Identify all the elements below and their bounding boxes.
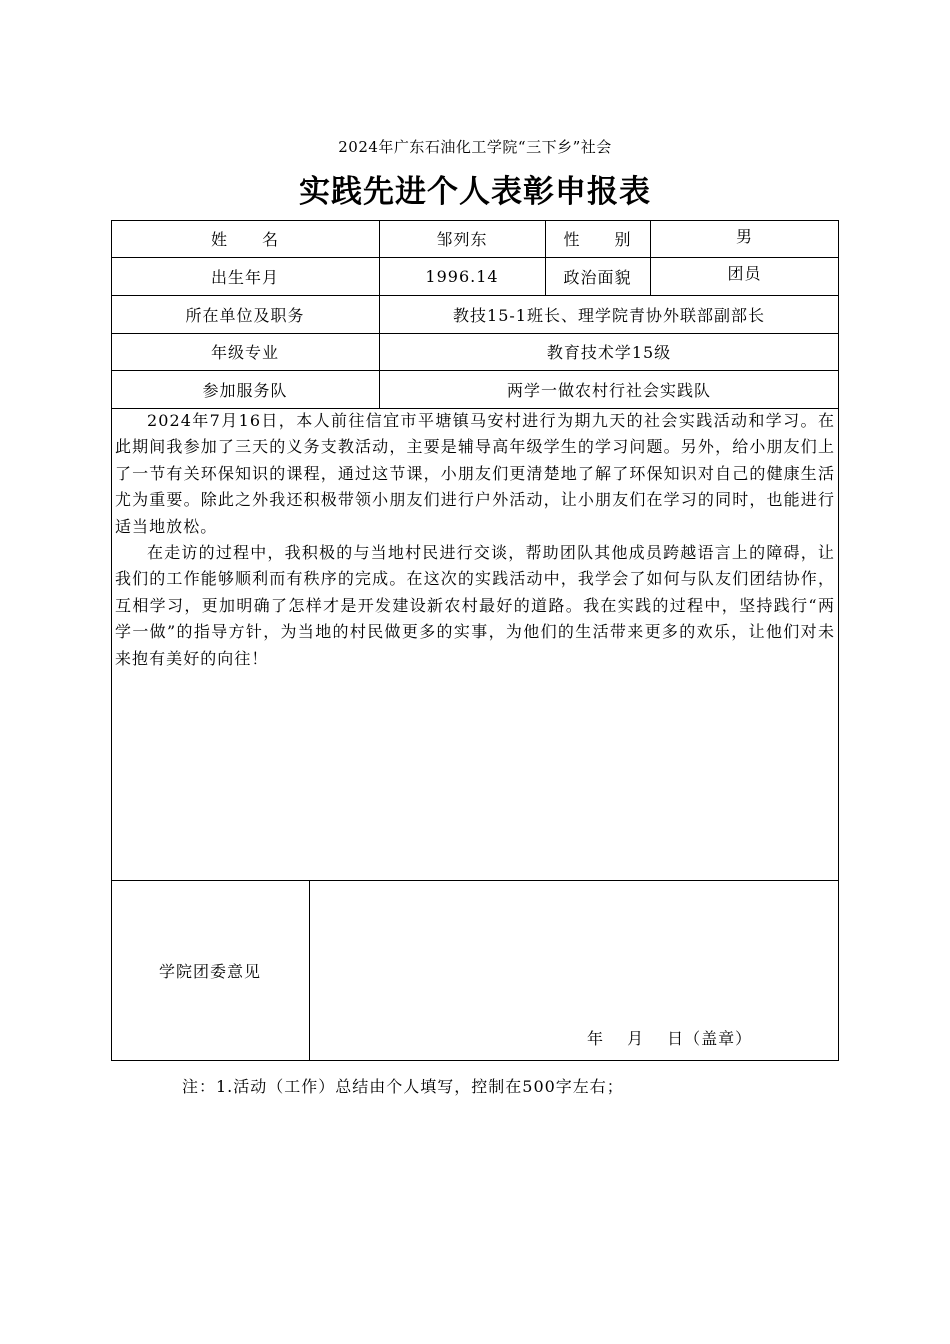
major-value: 教育技术学15级: [546, 343, 672, 362]
form-subtitle: 2024年广东石油化工学院“三下乡”社会: [338, 138, 612, 156]
activity-summary: [115, 408, 835, 672]
summary-paragraph: 2024年7月16日，本人前往信宜市平塘镇马安村进行为期九天的社会实践活动和学习。在此期间我参加了三天的义务支教活动，主要是辅导高年级学生的学习问题。另外，给小朋友们上了一节有关环保知识的课程，通过这节课，小朋友们更清楚地了解了环保知识对自己的健康生活尤为重要。除此之外我还积极带领小朋友们进行户外活动，让小朋友们在学习的同时，也能进行适当地放松。: [115, 411, 835, 536]
team-label: 参加服务队: [202, 380, 288, 400]
political-label: 政治面貌: [563, 267, 632, 287]
birth-label: 出生年月: [210, 267, 279, 287]
opinion-label: 学院团委意见: [158, 962, 261, 981]
major-label: 年级专业: [210, 343, 279, 362]
date-stamp: 年 月 日（盖章）: [587, 1029, 753, 1048]
political-value: 团员: [727, 263, 762, 283]
application-form: [111, 220, 839, 1061]
unit-value: 教技15-1班长、理学院青协外联部副部长: [453, 305, 765, 325]
name-label: 姓 名: [210, 230, 279, 249]
form-title: 实践先进个人表彰申报表: [299, 174, 651, 210]
gender-value: 男: [735, 226, 753, 246]
summary-paragraph: 在走访的过程中，我积极的与当地村民进行交谈，帮助团队其他成员跨越语言上的障碍，让我们的工作能够顺利而有秩序的完成。在这次的实践活动中，我学会了如何与队友们团结协作，互相学习，更加明确了怎样才是开发建设新农村最好的道路。我在实践的过程中，坚持践行“两学一做”的指导方针，为当地的村民做更多的实事，为他们的生活带来更多的欢乐，让他们对未来抱有美好的向往！: [115, 543, 835, 668]
name-value: 邹列东: [436, 230, 488, 249]
gender-label: 性 别: [563, 230, 632, 249]
team-value: 两学一做农村行社会实践队: [506, 380, 711, 400]
footnote: 注：1.活动（工作）总结由个人填写，控制在500字左右；: [182, 1077, 624, 1096]
column-divider: [309, 880, 310, 1061]
unit-label: 所在单位及职务: [185, 305, 305, 325]
birth-value: 1996.14: [425, 266, 499, 286]
